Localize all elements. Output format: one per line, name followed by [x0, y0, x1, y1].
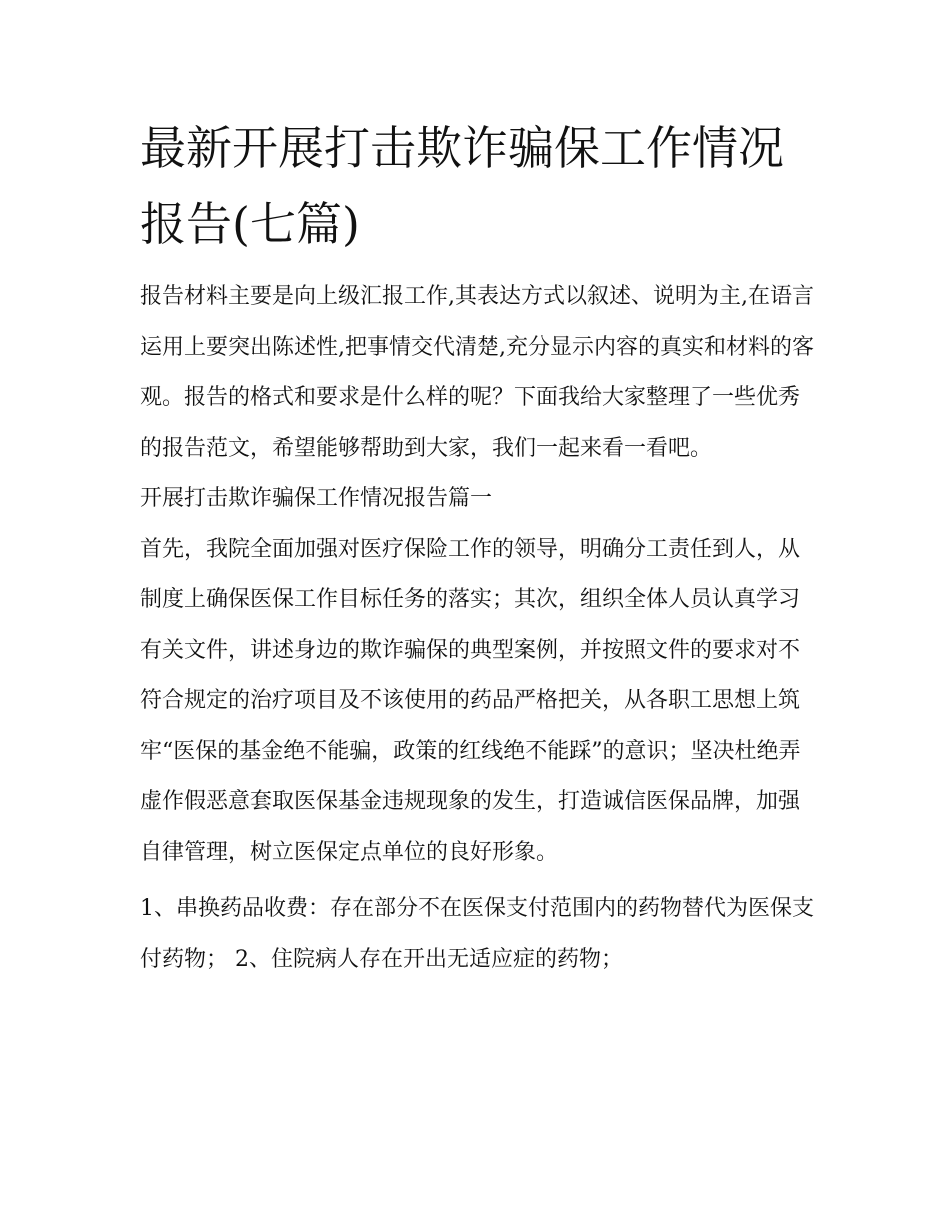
section-heading: 开展打击欺诈骗保工作情况报告篇一 — [140, 486, 493, 511]
document-content — [140, 110, 820, 985]
intro-paragraph: 报告材料主要是向上级汇报工作,其表达方式以叙述、说明为主,在语言运用上要突出陈述性,把事情交代清楚,充分显示内容的真实和材料的客观。报告的格式和要求是什么样的呢？下面我给大家整理了一些优秀的报告范文，希望能够帮助到大家，我们一起来看一看吧。 — [140, 284, 814, 461]
document-title: 最新开展打击欺诈骗保工作情况报告(七篇) — [140, 121, 784, 251]
body-paragraph-1: 首先，我院全面加强对医疗保险工作的领导，明确分工责任到人，从制度上确保医保工作目标任务的落实；其次，组织全体人员认真学习有关文件，讲述身边的欺诈骗保的典型案例，并按照文件的要求对不符合规定的治疗项目及不该使用的药品严格把关，从各职工思想上筑牢“医保的基金绝不能骗，政策的红线绝不能踩”的意识；坚决杜绝弄虚作假恶意套取医保基金违规现象的发生，打造诚信医保品牌，加强自律管理，树立医保定点单位的良好形象。 — [140, 536, 801, 865]
body-paragraph-2: 1、串换药品收费：存在部分不在医保支付范围内的药物替代为医保支付药物； 2、住院病人存在开出无适应症的药物； — [140, 896, 814, 972]
